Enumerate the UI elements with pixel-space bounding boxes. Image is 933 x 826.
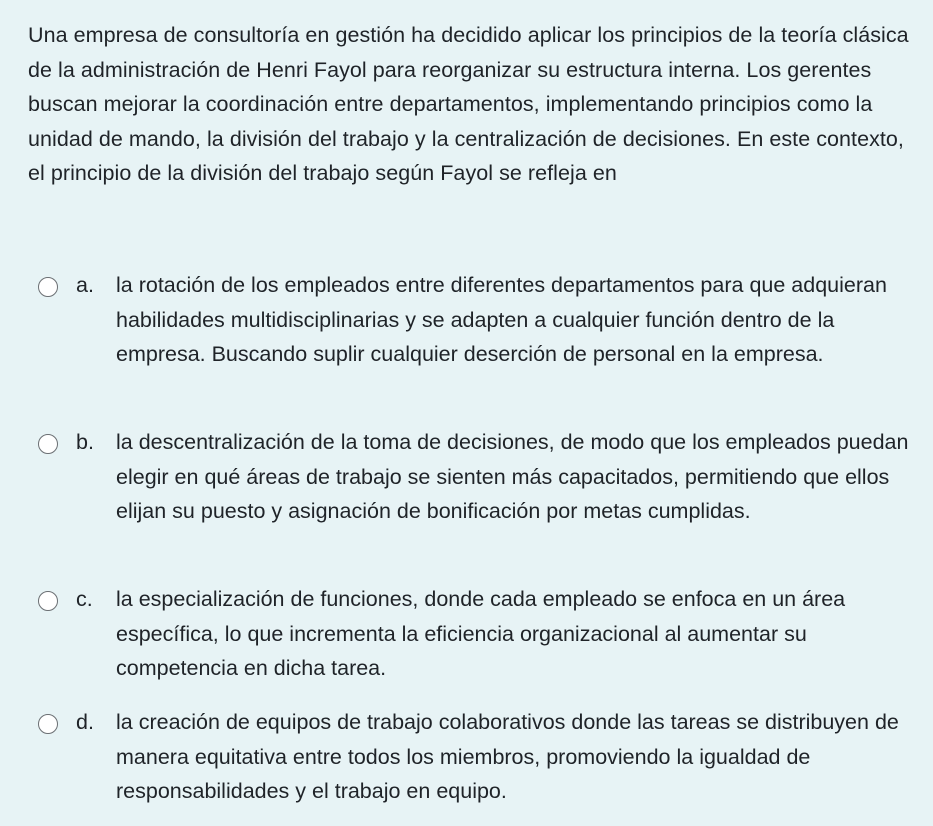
option-text: la creación de equipos de trabajo colaborativos donde las tareas se distribuyen de manera equitativa entre todos los miembros, promoviendo la igualdad de responsabilidades y el trabajo en equipo. bbox=[116, 710, 899, 803]
option-text: la especialización de funciones, donde cada empleado se enfoca en un área específica, lo que incrementa la eficiencia organizacional al aumentar su competencia en dicha tarea. bbox=[116, 587, 846, 680]
option-letter: c. bbox=[76, 587, 93, 611]
option-text: la rotación de los empleados entre diferentes departamentos para que adquieran habilidades multidisciplinarias y se adapten a cualquier función dentro de la empresa. Buscando suplir cualquier deserción de personal en la empresa. bbox=[116, 273, 887, 366]
option-letter: d. bbox=[76, 710, 94, 734]
option-letter: b. bbox=[76, 430, 94, 454]
question-text: Una empresa de consultoría en gestión ha decidido aplicar los principios de la teoría clásica de la administración de Henri Fayol para reorganizar su estructura interna. Los gerentes buscan mejorar la coordinación entre departamentos, implementando principios como la unidad de mando, la división del trabajo y la centralización de decisiones. En este contexto, el principio de la división del trabajo según Fayol se refleja en bbox=[28, 23, 909, 185]
radio-button-a[interactable] bbox=[38, 277, 58, 297]
option-letter: a. bbox=[76, 273, 94, 297]
radio-button-b[interactable] bbox=[38, 434, 58, 454]
option-text: la descentralización de la toma de decisiones, de modo que los empleados puedan elegir en qué áreas de trabajo se sienten más capacitados, permitiendo que ellos elijan su puesto y asignación de bonificación por metas cumplidas. bbox=[116, 430, 909, 523]
radio-button-d[interactable] bbox=[38, 714, 58, 734]
radio-button-c[interactable] bbox=[38, 591, 58, 611]
